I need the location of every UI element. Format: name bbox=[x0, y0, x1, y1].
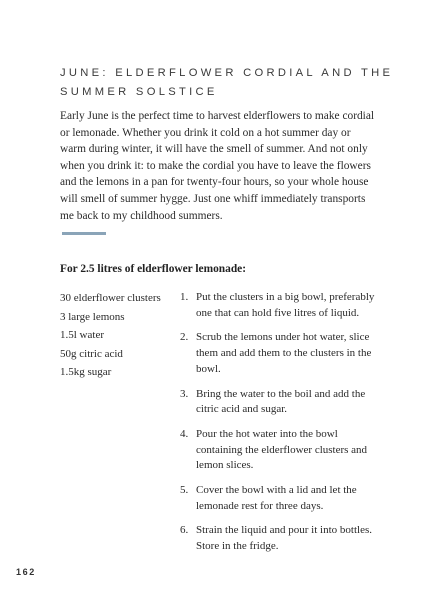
method-step bbox=[180, 330, 380, 377]
method-steps bbox=[180, 290, 380, 564]
chapter-title-line-2: SUMMER SOLSTICE bbox=[60, 86, 218, 98]
method-step bbox=[180, 523, 380, 554]
step-number: 6. bbox=[180, 524, 189, 537]
step-number: 1. bbox=[180, 291, 189, 303]
recipe-heading: For 2.5 litres of elderflower lemonade: bbox=[60, 263, 246, 275]
step-text: Bring the water to the boil and add the citric acid and sugar. bbox=[196, 387, 366, 416]
step-text: Pour the hot water into the bowl containing the elderflower clusters and lemon slices. bbox=[196, 427, 368, 472]
method-step bbox=[180, 483, 380, 514]
page-number: 162 bbox=[16, 567, 36, 577]
ingredient-item: 30 elderflower clusters bbox=[60, 292, 161, 304]
step-number: 4. bbox=[180, 427, 189, 440]
method-step bbox=[180, 387, 380, 418]
step-text: Put the clusters in a big bowl, preferably one that can hold five litres of liquid. bbox=[196, 291, 375, 319]
ingredient-item: 50g citric acid bbox=[60, 347, 123, 360]
step-number: 5. bbox=[180, 484, 189, 497]
intro-paragraph: Early June is the perfect time to harvest elderflowers to make cordial or lemonade. Whether you drink it cold on a hot summer day or warm during winter, it will have the smell of summer. And not only when you drink it: to make the cordial you have to leave the flowers and the lemons in a pan for twenty-four hours, so your whole house will smell of summer hygge. Just one whiff immediately transports me back to my childhood summers. bbox=[60, 110, 375, 222]
step-number: 2. bbox=[180, 331, 189, 344]
method-step bbox=[180, 427, 380, 474]
ingredient-item: 1.5l water bbox=[60, 329, 104, 341]
ingredients-list bbox=[60, 290, 180, 383]
section-divider bbox=[62, 232, 106, 235]
ingredient-item: 1.5kg sugar bbox=[60, 366, 112, 378]
chapter-title-line-1: JUNE: ELDERFLOWER CORDIAL AND THE bbox=[60, 67, 394, 79]
step-text: Strain the liquid and pour it into bottles. Store in the fridge. bbox=[196, 524, 372, 553]
chapter-title bbox=[60, 64, 400, 102]
step-text: Scrub the lemons under hot water, slice them and add them to the clusters in the bowl. bbox=[196, 331, 372, 375]
ingredient-item: 3 large lemons bbox=[60, 310, 125, 323]
step-text: Cover the bowl with a lid and let the lemonade rest for three days. bbox=[196, 484, 357, 512]
method-step bbox=[180, 290, 380, 321]
step-number: 3. bbox=[180, 387, 189, 400]
